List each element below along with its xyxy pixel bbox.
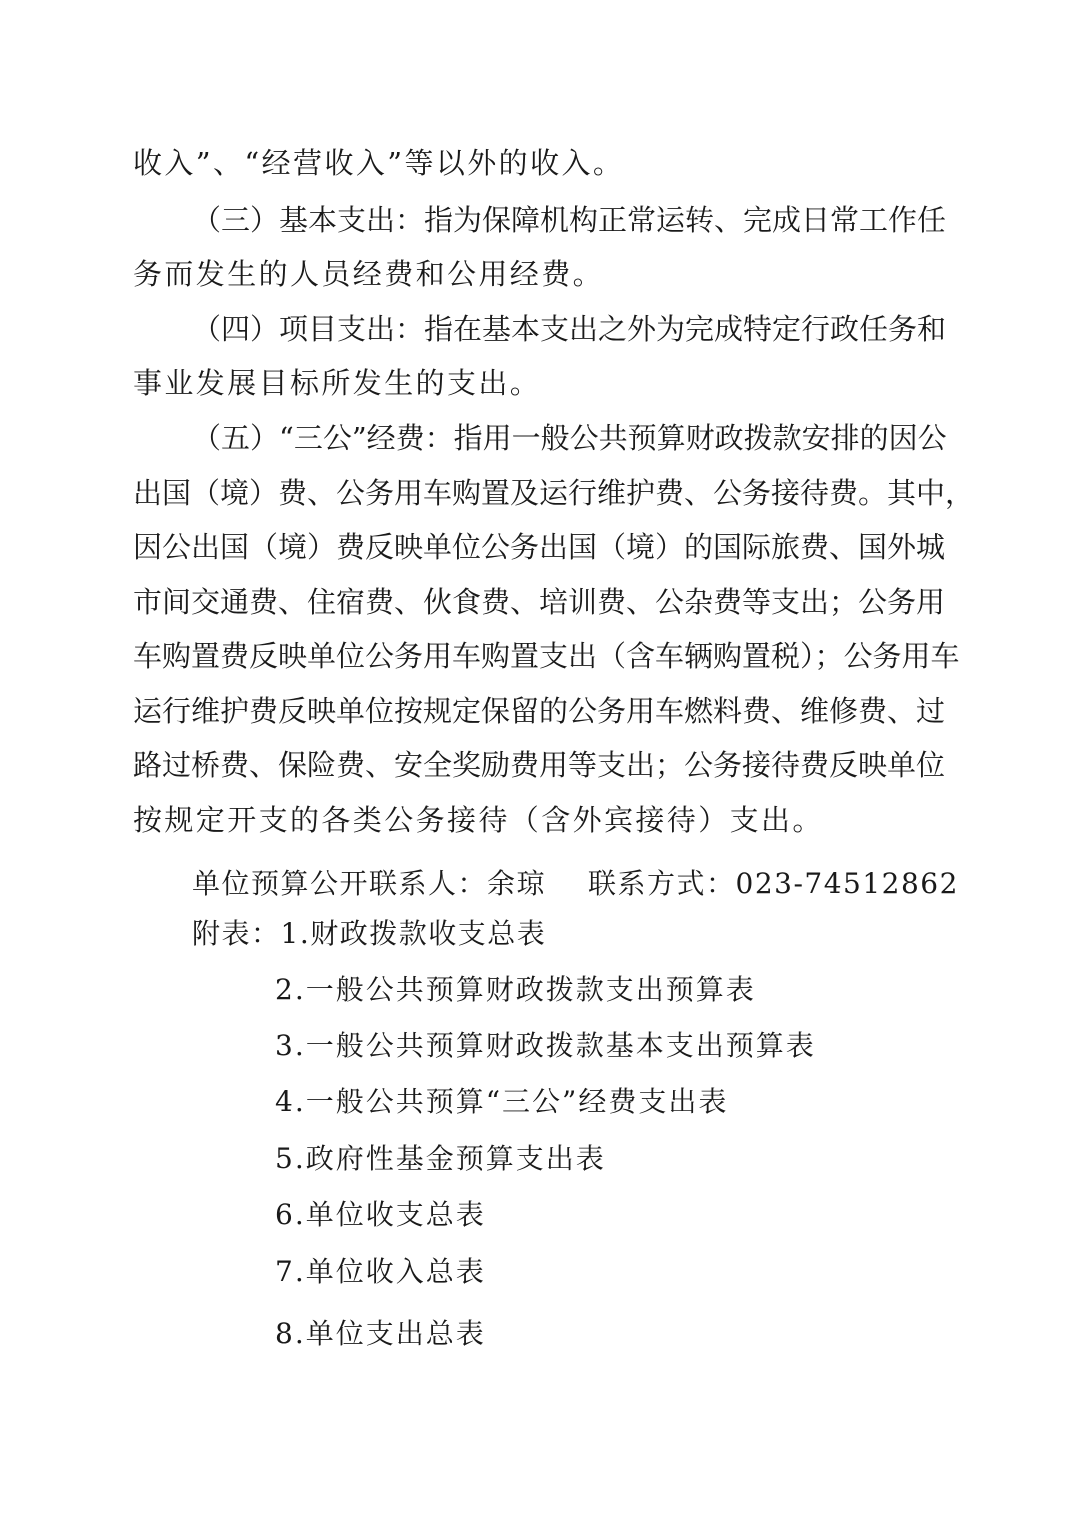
paragraph-line: 市间交通费、住宿费、伙食费、培训费、公杂费等支出；公务用 (133, 585, 946, 619)
paragraph-line: 因公出国（境）费反映单位公务出国（境）的国际旅费、国外城 (133, 530, 946, 564)
paragraph-line: （四）项目支出：指在基本支出之外为完成特定行政任务和 (192, 312, 947, 346)
paragraph-line: 运行维护费反映单位按规定保留的公务用车燃料费、维修费、过 (133, 694, 946, 728)
paragraph-line: 按规定开支的各类公务接待（含外宾接待）支出。 (133, 803, 824, 837)
paragraph-line: 出国（境）费、公务用车购置及运行维护费、公务接待费。其中， (133, 476, 975, 510)
attachment-item: 4.一般公共预算“三公”经费支出表 (275, 1085, 729, 1118)
attachment-item: 8.单位支出总表 (275, 1317, 486, 1350)
attachment-item: 2.一般公共预算财政拨款支出预算表 (275, 973, 756, 1006)
paragraph-line: 车购置费反映单位公务用车购置支出（含车辆购置税）；公务用车 (133, 639, 960, 673)
paragraph-line: （五）“三公”经费：指用一般公共预算财政拨款安排的因公 (192, 421, 947, 455)
contact-phone: 联系方式：023-74512862 (588, 867, 959, 900)
paragraph-line: 收入”、“经营收入”等以外的收入。 (133, 146, 625, 180)
contact-line (192, 864, 959, 904)
attachments-first-line (192, 914, 1004, 954)
attachment-item: 3.一般公共预算财政拨款基本支出预算表 (275, 1029, 816, 1062)
attachments-label: 附表： (192, 917, 281, 950)
attachment-item: 6.单位收支总表 (275, 1198, 486, 1231)
paragraph-line: 路过桥费、保险费、安全奖励费用等支出；公务接待费反映单位 (133, 748, 946, 782)
attachment-item: 1.财政拨款收支总表 (280, 917, 547, 950)
attachment-item: 5.政府性基金预算支出表 (275, 1142, 606, 1175)
paragraph-line: 务而发生的人员经费和公用经费。 (133, 257, 605, 291)
contact-person: 单位预算公开联系人：余琼 (192, 867, 547, 900)
paragraph-line: （三）基本支出：指为保障机构正常运转、完成日常工作任 (192, 203, 947, 237)
paragraph-line: 事业发展目标所发生的支出。 (133, 366, 542, 400)
attachment-item: 7.单位收入总表 (275, 1255, 486, 1288)
